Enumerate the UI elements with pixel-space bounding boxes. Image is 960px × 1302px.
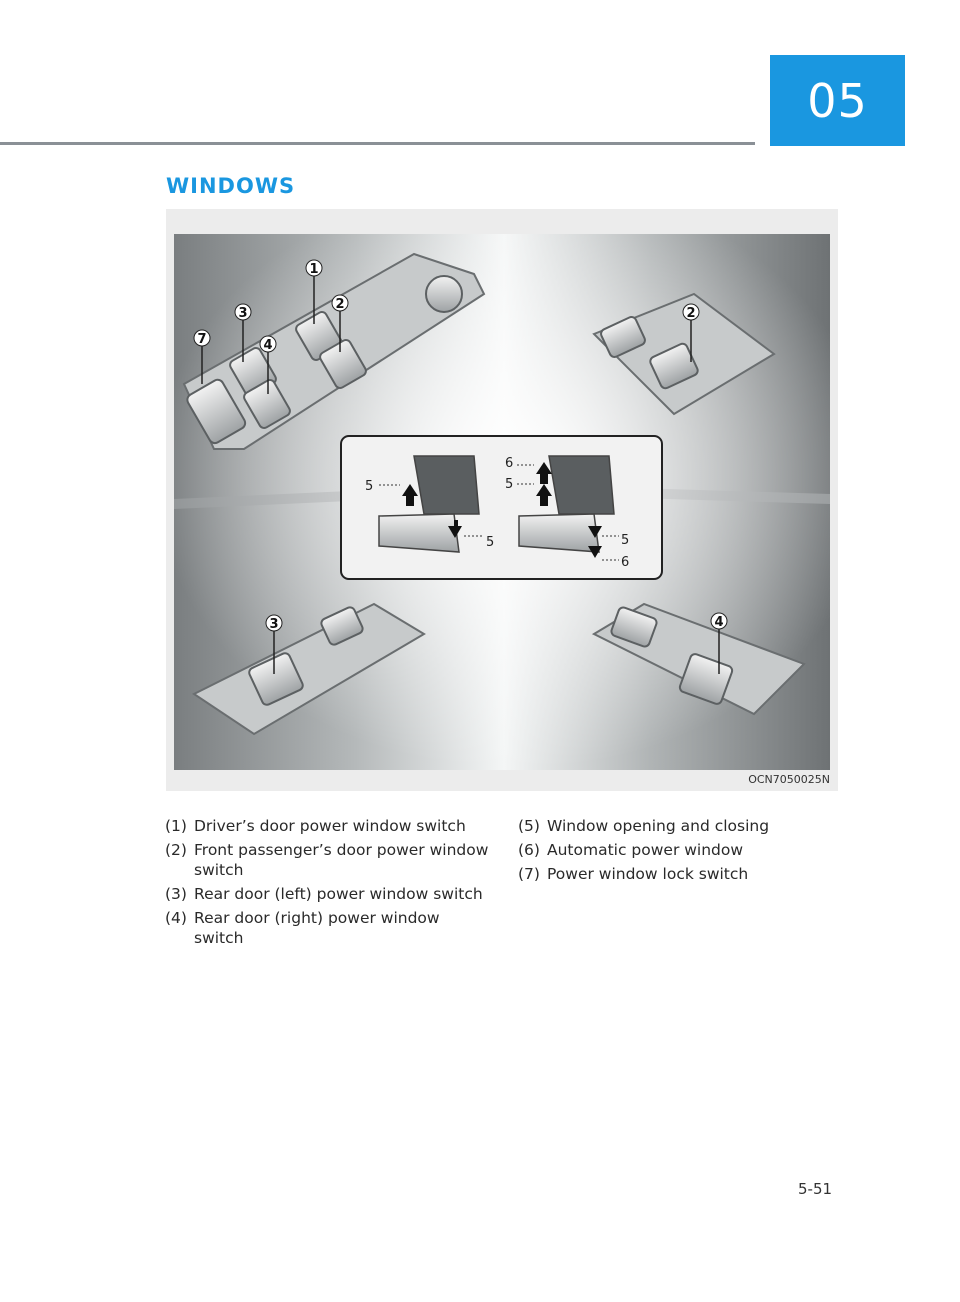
legend-left bbox=[165, 816, 490, 952]
inset-label-5d: 5 bbox=[621, 533, 630, 548]
callout-4-lower-label: 4 bbox=[714, 615, 724, 630]
legend-item bbox=[165, 908, 490, 948]
switch-operation-inset bbox=[341, 436, 662, 579]
inset-label-5c: 5 bbox=[505, 477, 514, 492]
legend-text: Rear door (left) power window switch bbox=[194, 885, 483, 903]
window-switch-illustration bbox=[174, 234, 830, 770]
legend-text: Front passenger’s door power window switch bbox=[194, 841, 489, 879]
inset-label-6b: 6 bbox=[621, 555, 630, 570]
legend-item bbox=[518, 864, 818, 884]
inset-label-6a: 6 bbox=[505, 456, 514, 471]
section-title: WINDOWS bbox=[166, 174, 296, 198]
legend-item bbox=[165, 884, 490, 904]
callout-3-label: 3 bbox=[238, 306, 248, 321]
figure-code: OCN7050025N bbox=[748, 773, 830, 786]
callout-4-label: 4 bbox=[263, 338, 273, 353]
legend-num: (1) bbox=[165, 817, 187, 835]
legend-num: (2) bbox=[165, 841, 187, 859]
header-rule bbox=[0, 142, 755, 145]
legend-text: Rear door (right) power window switch bbox=[194, 909, 440, 947]
legend-text: Power window lock switch bbox=[547, 865, 749, 883]
chapter-tab bbox=[770, 55, 905, 146]
page-number: 5-51 bbox=[798, 1180, 833, 1198]
legend-item bbox=[165, 816, 490, 836]
legend-num: (6) bbox=[518, 841, 540, 859]
legend-text: Automatic power window bbox=[547, 841, 744, 859]
chapter-number: 05 bbox=[807, 73, 868, 128]
legend-text: Driver’s door power window switch bbox=[194, 817, 466, 835]
legend-num: (3) bbox=[165, 885, 187, 903]
legend-item bbox=[518, 816, 818, 836]
legend-text: Window opening and closing bbox=[547, 817, 770, 835]
inset-label-5b: 5 bbox=[486, 535, 495, 550]
legend-right bbox=[518, 816, 818, 888]
callout-7-label: 7 bbox=[197, 332, 207, 347]
callout-2-label: 2 bbox=[335, 297, 345, 312]
callout-2-right-label: 2 bbox=[686, 306, 696, 321]
legend-num: (4) bbox=[165, 909, 187, 927]
legend-item bbox=[165, 840, 490, 880]
legend-num: (7) bbox=[518, 865, 540, 883]
legend-item bbox=[518, 840, 818, 860]
inset-label-5a: 5 bbox=[365, 479, 374, 494]
callout-1-label: 1 bbox=[309, 262, 319, 277]
legend-num: (5) bbox=[518, 817, 540, 835]
callout-3-lower-label: 3 bbox=[269, 617, 279, 632]
